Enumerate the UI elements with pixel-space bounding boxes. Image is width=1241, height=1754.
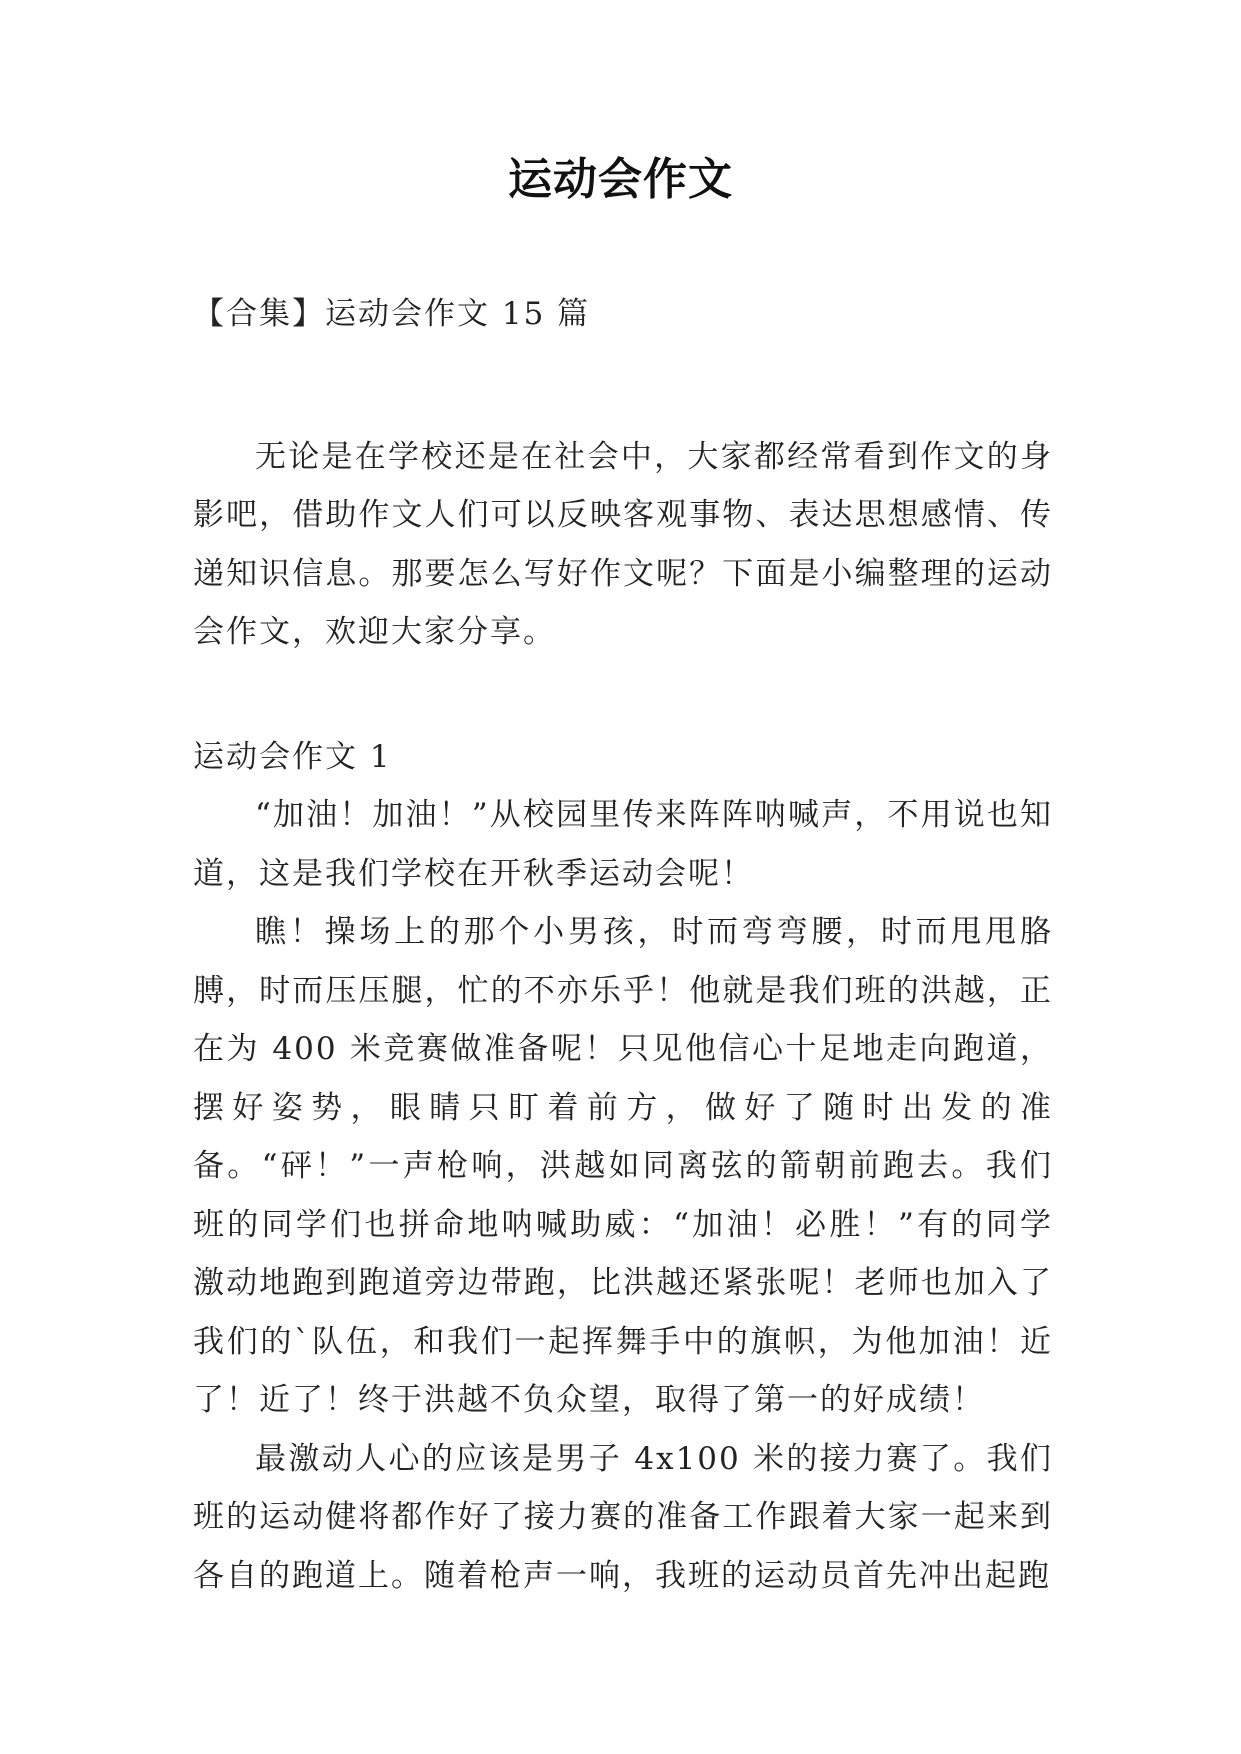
document-title: 运动会作文: [508, 154, 733, 205]
body-paragraph: 瞧！操场上的那个小男孩，时而弯弯腰，时而甩甩胳膊，时而压压腿，忙的不亦乐乎！他就是我们班的洪越，正在为 400 米竞赛做准备呢！只见他信心十足地走向跑道，摆好姿势，眼睛只盯着前方，做好了随时出发的准备。“砰！”一声枪响，洪越如同离弦的箭朝前跑去。我们班的同学们也拼命地呐喊助威：“加油！必胜！”有的同学激动地跑到跑道旁边带跑，比洪越还紧张呢！老师也加入了我们的`队伍，和我们一起挥舞手中的旗帜，为他加油！近了！近了！终于洪越不负众望，取得了第一的好成绩！: [193, 914, 1053, 1418]
body-paragraph: “加油！加油！”从校园里传来阵阵呐喊声，不用说也知道，这是我们学校在开秋季运动会呢！: [193, 797, 1053, 892]
body-paragraph: 最激动人心的应该是男子 4x100 米的接力赛了。我们班的运动健将都作好了接力赛的准备工作跟着大家一起来到各自的跑道上。随着枪声一响，我班的运动员首先冲出起跑: [193, 1440, 1053, 1594]
document-body: [193, 285, 1053, 1605]
intro-paragraph: 无论是在学校还是在社会中，大家都经常看到作文的身影吧，借助作文人们可以反映客观事物、表达思想感情、传递知识信息。那要怎么写好作文呢？下面是小编整理的运动会作文，欢迎大家分享。: [193, 438, 1053, 650]
spacer: [193, 662, 1053, 728]
spacer: [193, 344, 1053, 428]
document-subtitle: 【合集】运动会作文 15 篇: [193, 296, 591, 332]
section-heading: 运动会作文 1: [193, 738, 392, 775]
